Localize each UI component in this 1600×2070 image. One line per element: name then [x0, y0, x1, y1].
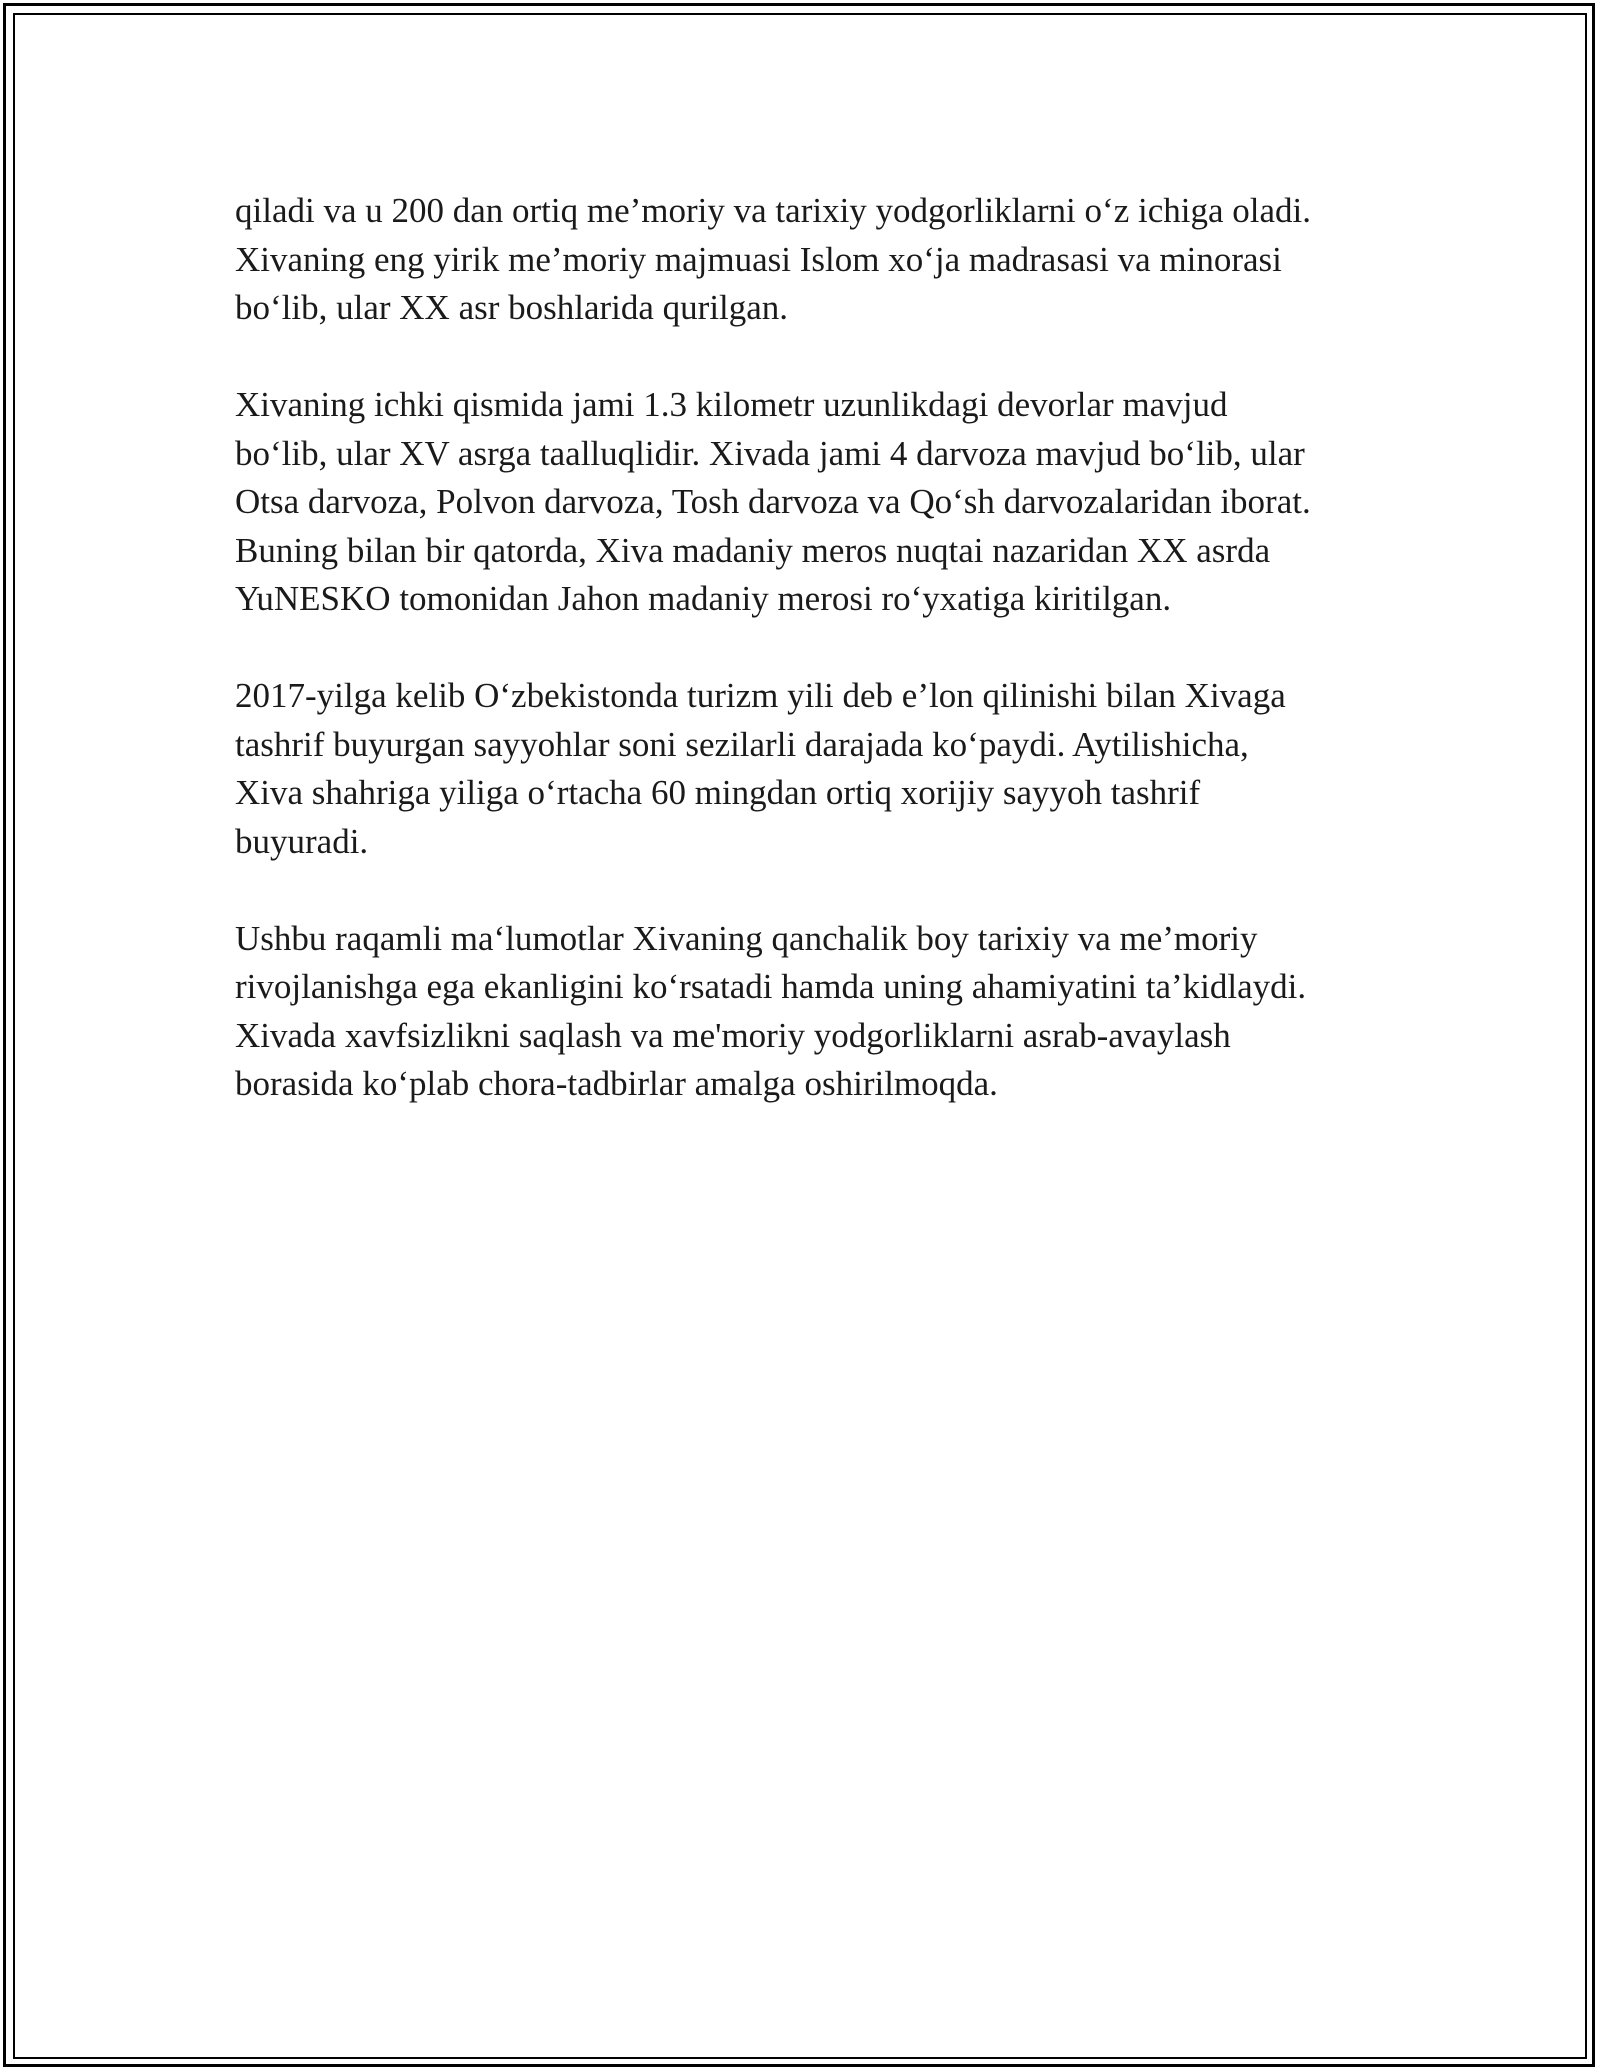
text-line: Xivada xavfsizlikni saqlash va me'moriy yodgorliklarni asrab-avaylash: [235, 1015, 1231, 1055]
text-line: buyuradi.: [235, 821, 369, 861]
text-line: Otsa darvoza, Polvon darvoza, Tosh darvoza va Qo‘sh darvozalaridan iborat.: [235, 482, 1311, 521]
text-line: YuNESKO tomonidan Jahon madaniy merosi ro‘yxatiga kiritilgan.: [235, 579, 1172, 618]
document-body: [235, 187, 1395, 1157]
text-line: bo‘lib, ular XV asrga taalluqlidir. Xivada jami 4 darvoza mavjud bo‘lib, ular: [235, 433, 1305, 473]
text-line: Xivaning eng yirik me’moriy majmuasi Islom xo‘ja madrasasi va minorasi: [235, 239, 1282, 279]
paragraph-1: [235, 187, 1395, 333]
text-line: rivojlanishga ega ekanligini ko‘rsatadi hamda uning ahamiyatini ta’kidlaydi.: [235, 967, 1307, 1006]
text-line: Ushbu raqamli ma‘lumotlar Xivaning qanchalik boy tarixiy va me’moriy: [235, 918, 1258, 958]
text-line: Buning bilan bir qatorda, Xiva madaniy meros nuqtai nazaridan XX asrda: [235, 530, 1271, 570]
text-line: Xiva shahriga yiliga o‘rtacha 60 mingdan ortiq xorijiy sayyoh tashrif: [235, 773, 1201, 812]
paragraph-4: [235, 915, 1395, 1109]
text-line: bo‘lib, ular XX asr boshlarida qurilgan.: [235, 288, 789, 327]
text-line: borasida ko‘plab chora-tadbirlar amalga oshirilmoqda.: [235, 1064, 998, 1103]
paragraph-2: [235, 381, 1395, 624]
text-line: Xivaning ichki qismida jami 1.3 kilometr uzunlikdagi devorlar mavjud: [235, 385, 1228, 424]
text-line: qiladi va u 200 dan ortiq me’moriy va tarixiy yodgorliklarni o‘z ichiga oladi.: [235, 191, 1311, 230]
text-line: tashrif buyurgan sayyohlar soni sezilarli darajada ko‘paydi. Aytilishicha,: [235, 724, 1249, 764]
text-line: 2017-yilga kelib O‘zbekistonda turizm yili deb e’lon qilinishi bilan Xivaga: [235, 676, 1286, 715]
paragraph-3: [235, 672, 1395, 866]
